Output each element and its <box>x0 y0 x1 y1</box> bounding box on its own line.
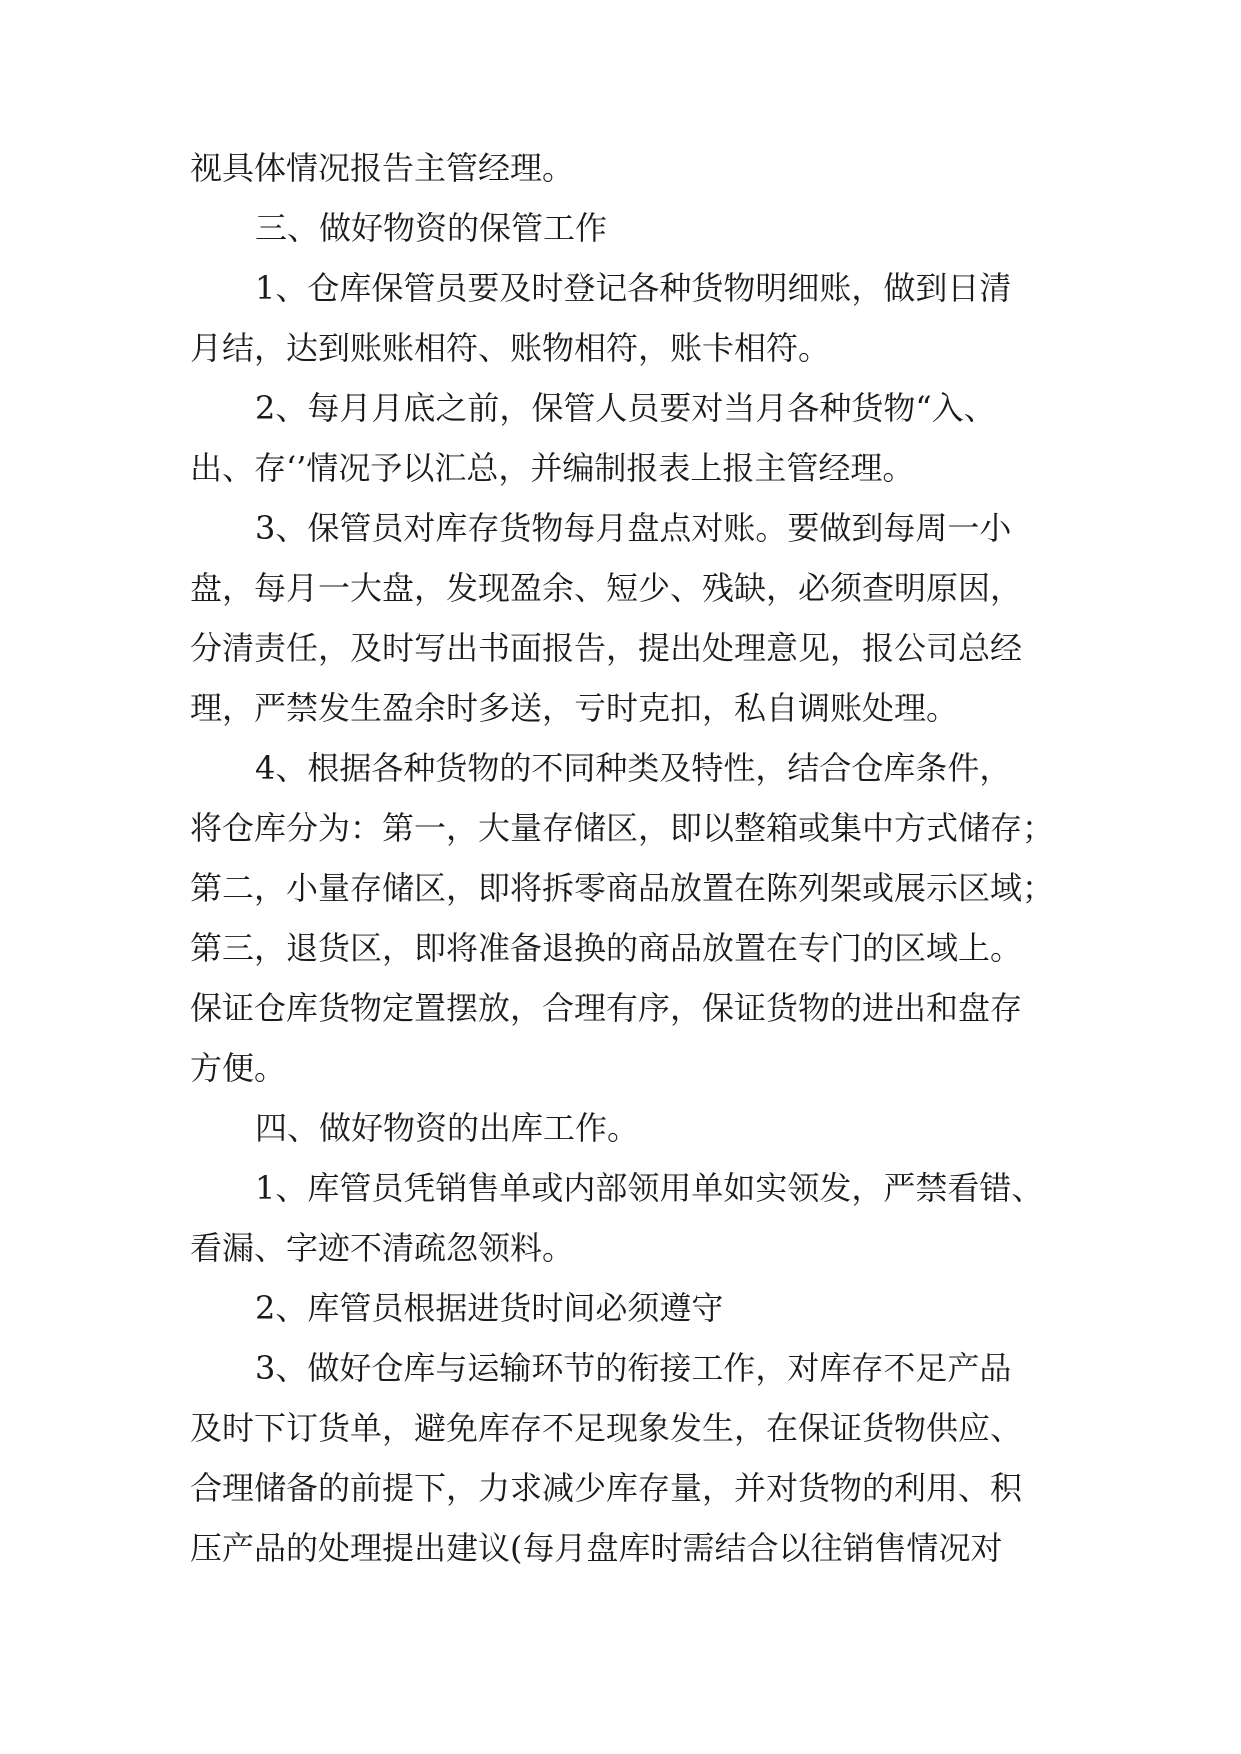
text-line: 视具体情况报告主管经理。 <box>190 149 575 187</box>
text-line: 2、库管员根据进货时间必须遵守 <box>255 1289 724 1327</box>
text-line: 及时下订货单，避免库存不足现象发生，在保证货物供应、 <box>190 1409 1023 1447</box>
text-line: 3、保管员对库存货物每月盘点对账。要做到每周一小 <box>255 509 1012 547</box>
text-line: 4、根据各种货物的不同种类及特性，结合仓库条件， <box>255 749 1012 787</box>
text-line: 合理储备的前提下，力求减少库存量，并对货物的利用、积 <box>190 1469 1023 1507</box>
text-line: 1、仓库保管员要及时登记各种货物明细账，做到日清 <box>255 269 1012 307</box>
text-line: 压产品的处理提出建议(每月盘库时需结合以往销售情况对 <box>190 1529 1003 1567</box>
text-line: 月结，达到账账相符、账物相符，账卡相符。 <box>190 329 831 367</box>
text-line: 理，严禁发生盈余时多送，亏时克扣，私自调账处理。 <box>190 689 959 727</box>
text-line: 将仓库分为：第一，大量存储区，即以整箱或集中方式储存； <box>190 809 1055 847</box>
text-line: 保证仓库货物定置摆放，合理有序，保证货物的进出和盘存 <box>190 989 1023 1027</box>
section-heading: 三、做好物资的保管工作 <box>255 209 608 247</box>
text-line: 盘，每月一大盘，发现盈余、短少、残缺，必须查明原因， <box>190 569 1023 607</box>
text-line: 2、每月月底之前，保管人员要对当月各种货物“入、 <box>255 389 996 427</box>
text-line: 第二，小量存储区，即将拆零商品放置在陈列架或展示区域； <box>190 869 1055 907</box>
text-line: 方便。 <box>190 1049 287 1087</box>
section-heading: 四、做好物资的出库工作。 <box>255 1109 640 1147</box>
text-line: 看漏、字迹不清疏忽领料。 <box>190 1229 575 1267</box>
text-line: 3、做好仓库与运输环节的衔接工作，对库存不足产品 <box>255 1349 1012 1387</box>
text-line: 第三，退货区，即将准备退换的商品放置在专门的区域上。 <box>190 929 1023 967</box>
text-line: 1、库管员凭销售单或内部领用单如实领发，严禁看错、 <box>255 1169 1044 1207</box>
text-line: 分清责任，及时写出书面报告，提出处理意见，报公司总经 <box>190 629 1023 667</box>
text-line: 出、存‘’情况予以汇总，并编制报表上报主管经理。 <box>190 449 915 487</box>
